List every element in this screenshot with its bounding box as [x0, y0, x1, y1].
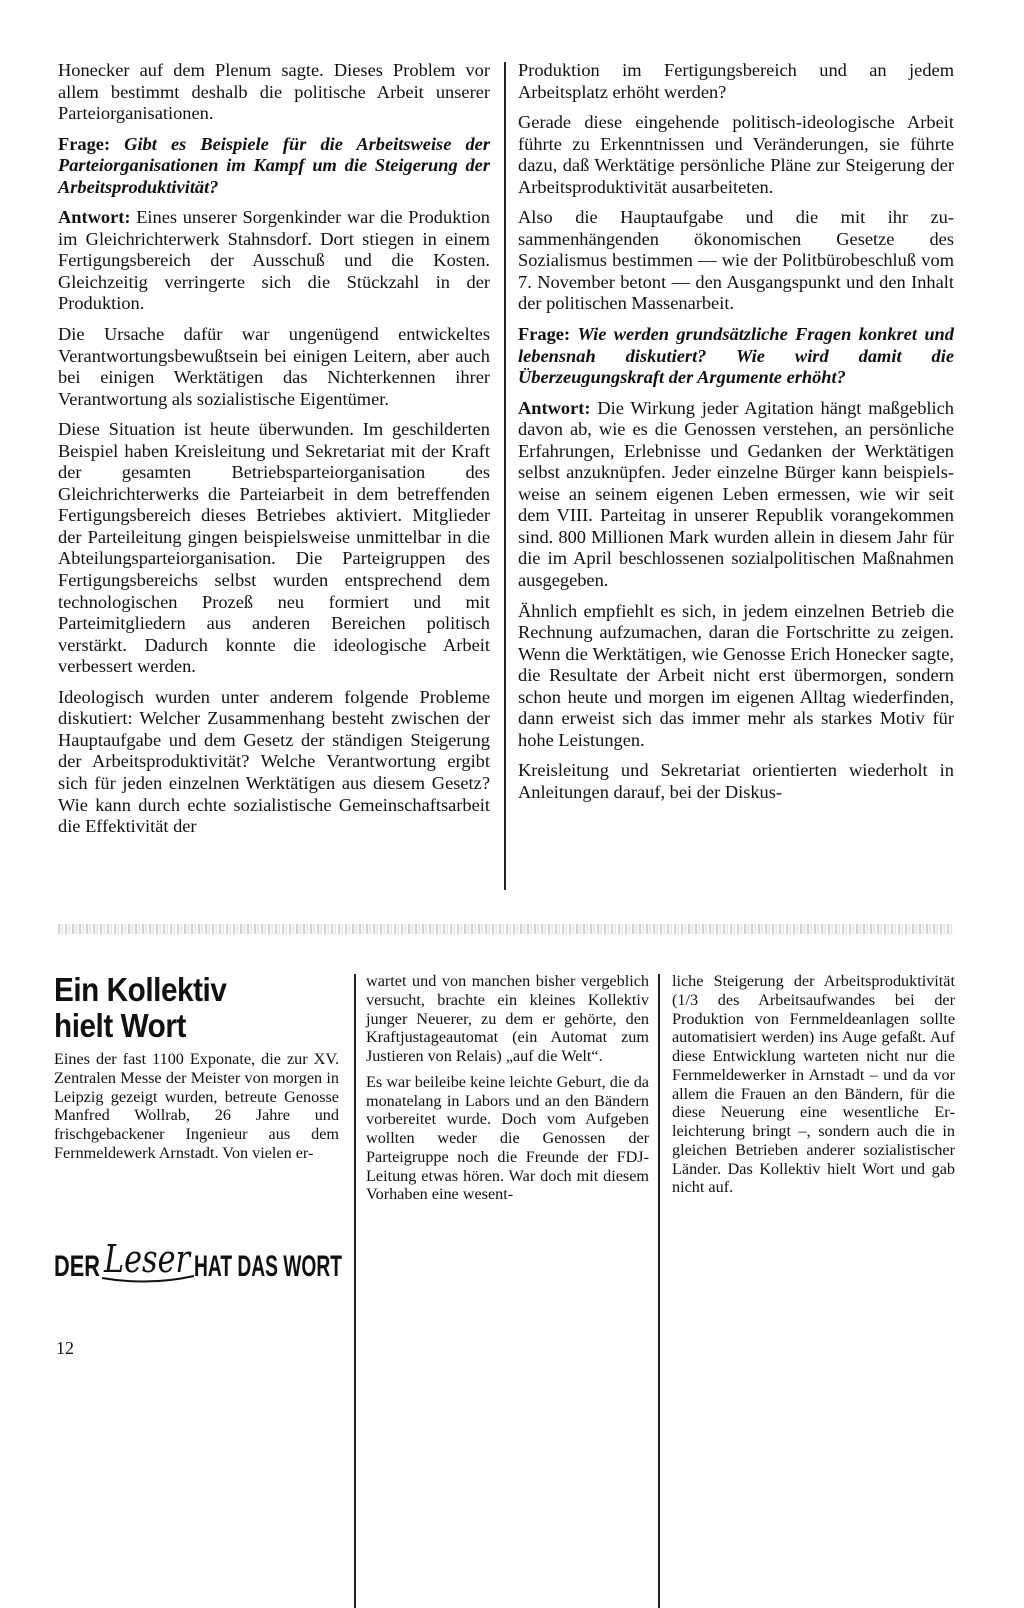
- paragraph: liche Steigerung der Arbeitsproduktivität (1/3 des Arbeitsaufwandes bei der Produktion von Fernmeldeanlagen sollte automatisiert werden) ins Auge gefaßt. Auf diese Entwicklung warteten nicht nur die Fernmeldewerker in Arnstadt – und da vor allem die Frauen an den Bändern, für die diese Neuerung eine wesentliche Erleichterung bringt –, sondern auch die in gleichen Betrieben anderer sozialistischer Länder. Das Kollektiv hielt Wort und gab nicht auf.: [672, 972, 955, 1197]
- question-text: Wie werden grundsätzliche Fragen konkret und lebensnah diskutiert? Wie wird damit die Überzeugungskraft der Argumente erhöht?: [518, 324, 954, 388]
- headline-line: hielt Wort: [54, 1007, 186, 1044]
- article-column-1: [54, 1050, 339, 1170]
- question-label: Frage:: [58, 133, 111, 154]
- paragraph: Ähnlich empfiehlt es sich, in jedem einzelnen Betrieb die Rechnung aufzumachen, daran die Fortschritte zu zeigen. Wenn die Werktätigen, wie Genosse Erich Honecker sagte, die Resultate der Arbeit nicht erst übermorgen, sondern schon heute und morgen im eigenen Alltag wiederfinden, dann erweist sich das immer mehr als starkes Motiv für hohe Leistungen.: [518, 600, 954, 750]
- paragraph: Eines der fast 1100 Exponate, die zur XV. Zentralen Messe der Meister von morgen in Leipzig gezeigt wurden, betreute Genosse Manfred Wollrab, 26 Jahre und frischgebackener Ingenieur aus dem Fernmeldewerk Arnstadt. Von vielen er-: [54, 1050, 339, 1162]
- paragraph: Es war beileibe keine leichte Geburt, die da monatelang in Labors und an den Bändern vorbereitet wurde. Doch vom Aufgeben wollten weder die Genossen der Parteigruppe noch die Freunde der FDJ-Leitung etwas hören. War doch mit diesem Vorhaben eine wesent-: [366, 1072, 649, 1204]
- column-divider: [354, 974, 356, 1608]
- paragraph: Gerade diese eingehende politisch-ideologische Arbeit führte zu Erkenntnissen und Veränderungen, sie führte dazu, daß Werktätige persönliche Pläne zur Steigerung der Arbeitsproduktivität ausarbeiteten.: [518, 112, 954, 197]
- section-divider: [58, 924, 954, 934]
- der-leser-hat-das-wort-logo: [54, 1236, 344, 1288]
- paragraph: Die Ursache dafür war ungenügend entwickeltes Verantwortungsbewußtsein bei einigen Leitern, aber auch bei einigen Werktätigen das Nichterkennen ihrer Verantwortung als sozialistische Eigentümer.: [58, 324, 490, 409]
- column-divider: [504, 62, 506, 890]
- question-label: Frage:: [518, 324, 571, 345]
- column-divider: [658, 974, 660, 1608]
- column-top-left: [58, 60, 490, 847]
- article-headline: [54, 972, 324, 1044]
- logo-text-hat-das-wort: HAT DAS WORT: [194, 1250, 342, 1283]
- headline-line: Ein Kollektiv: [54, 971, 227, 1008]
- paragraph: wartet und von manchen bisher vergeblich versucht, brachte ein kleines Kollektiv junger Neuerer, zu dem er gehörte, den Kraftjustageautomat (ein Automat zum Justieren von Relais) „auf die Welt“.: [366, 972, 649, 1065]
- question: [58, 134, 490, 199]
- paragraph: Diese Situation ist heute überwunden. Im geschilderten Beispiel haben Kreisleitung und Sekretariat mit der Kraft der gesamten Betriebsparteiorganisation des Gleichrichterwerks die Parteiarbeit in dem betreffenden Fertigungsbereich dieses Betriebes aktiviert. Mitglieder der Parteileitung gingen beispielsweise unmittelbar in die Abteilungsparteiorganisation. Die Parteigruppen des Fertigungsbereichs selbst wurden entsprechend dem technologischen Prozeß neu formiert und mit Parteimitgliedern aus anderen Bereichen politisch verstärkt. Dadurch konnte die ideologische Arbeit verbessert werden.: [58, 419, 490, 677]
- answer: [58, 207, 490, 315]
- answer: [518, 398, 954, 592]
- answer-text: Eines unserer Sorgenkinder war die Produktion im Gleichrichterwerk Stahnsdorf. Dort stiegen in einem Fertigungsbereich der Ausschuß und die Kosten. Gleichzeitig verringerte sich die Stückzahl in der Produktion.: [58, 207, 490, 314]
- question-text: Gibt es Beispiele für die Arbeitsweise der Parteiorganisationen im Kampf um die Steigerung der Arbeitsproduktivität?: [58, 133, 490, 197]
- paragraph: Kreisleitung und Sekretariat orientierten wiederholt in Anleitungen darauf, bei der Diskus-: [518, 760, 954, 802]
- paragraph: Produktion im Fertigungsbereich und an jedem Arbeitsplatz erhöht werden?: [518, 60, 954, 102]
- question: [518, 324, 954, 389]
- column-top-right: [518, 60, 954, 813]
- paragraph: Honecker auf dem Plenum sagte. Dieses Problem vor allem bestimmt deshalb die politische Arbeit unserer Parteiorganisationen.: [58, 60, 490, 124]
- answer-label: Antwort:: [58, 207, 131, 228]
- article-column-2: [366, 972, 649, 1211]
- answer-text: Die Wirkung jeder Agitation hängt maßgeblich davon ab, wie es die Genossen verstehen, an persönliche Erfahrungen, Erlebnisse und Gedanken der Werktätigen selbst anzuknüpfen. Jeder einzelne Bürger kann beispielsweise an seinem eigenen Leben ermessen, wie wir seit dem VIII. Parteitag in unserer Republik vorangekommen sind. 800 Millionen Mark wurden allein in diesem Jahr für die im April beschlossenen sozialpolitischen Maßnahmen ausgegeben.: [518, 397, 954, 591]
- paragraph: Also die Hauptaufgabe und die mit ihr zusammenhängenden ökonomischen Gesetze des Sozialismus bestimmen — wie der Politbürobeschluß vom 7. November betont — den Ausgangspunkt und den Inhalt der politischen Massenarbeit.: [518, 207, 954, 314]
- logo-text-leser: Leser: [103, 1237, 193, 1281]
- answer-label: Antwort:: [518, 397, 591, 418]
- logo-text-der: DER: [54, 1250, 101, 1283]
- article-column-3: [672, 972, 955, 1204]
- paragraph: Ideologisch wurden unter anderem folgende Probleme diskutiert: Welcher Zusammenhang besteht zwischen der Hauptaufgabe und dem Gesetz der ständigen Steigerung der Arbeitsproduktivität? Welche Verantwortung ergibt sich für jeden einzelnen Werktätigen aus diesem Gesetz? Wie kann durch echte sozialistische Gemeinschaftsarbeit die Effektivität der: [58, 686, 490, 837]
- page-number: 12: [56, 1338, 74, 1358]
